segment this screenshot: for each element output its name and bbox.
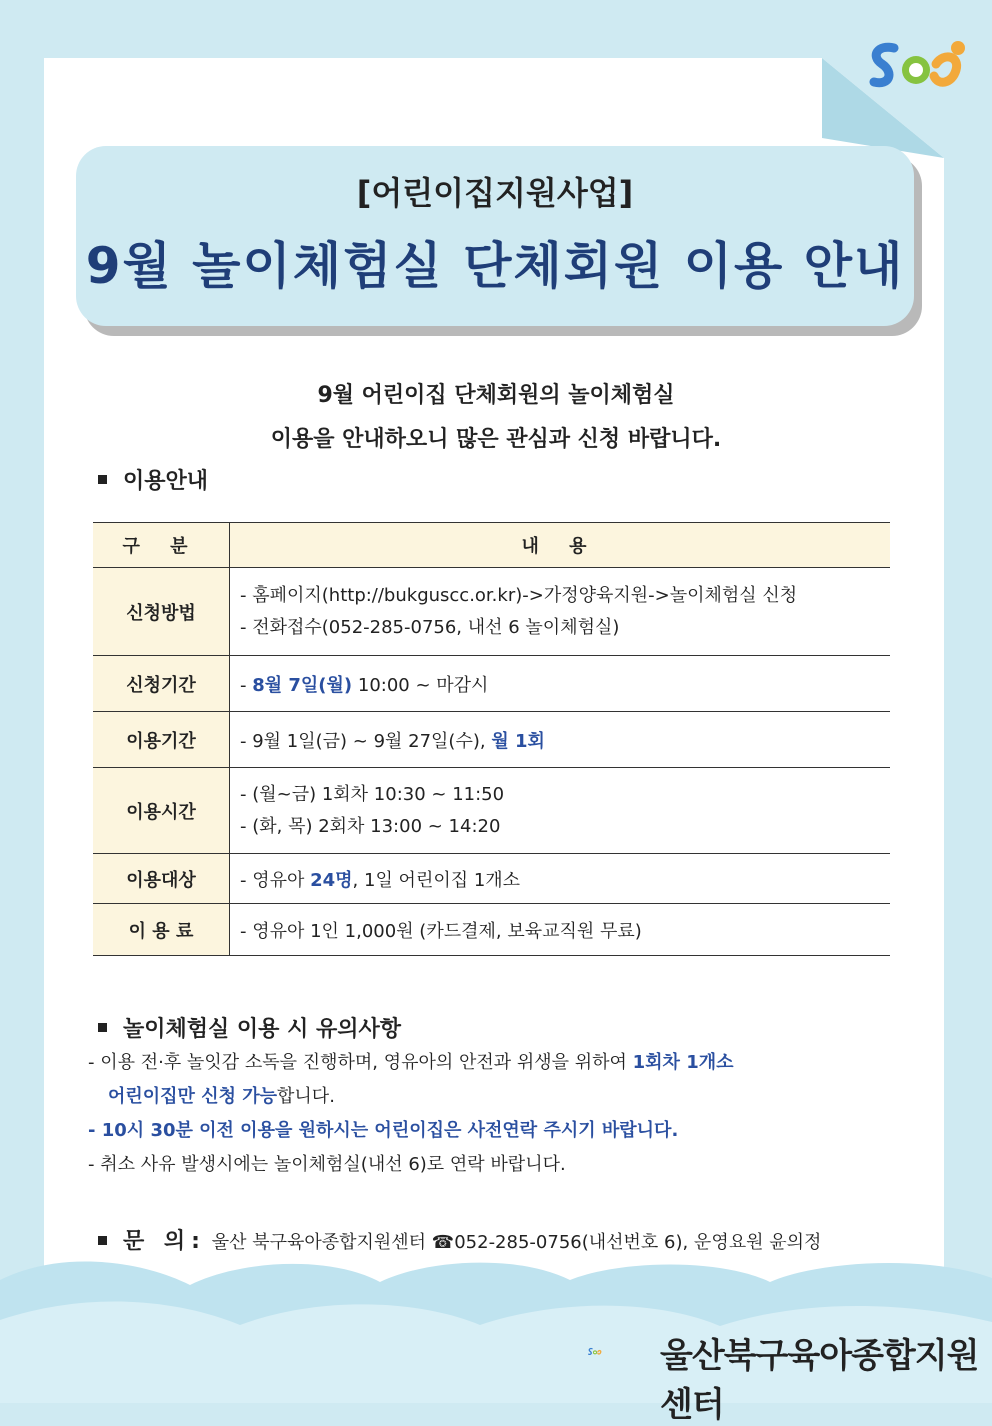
row-value-apply-period [230,656,891,712]
row-key-fee: 이 용 료 [93,904,230,956]
use-time-line-1: - (월~금) 1회차 10:30 ~ 11:50 [240,783,505,805]
contact-label: 문 의: [123,1229,206,1254]
target-count: 24명 [310,869,353,891]
contact-text: 울산 북구육아종합지원센터 ☎052-285-0756(내선번호 6), 운영요원 윤의정 [205,1232,822,1253]
table-row [93,904,890,956]
usage-info-table [93,522,890,956]
notice-1-ending: 합니다. [277,1086,335,1107]
notice-1-highlight: 1회차 1개소 [632,1052,734,1073]
table-header-content: 내 용 [230,523,891,568]
page-title: 9월 놀이체험실 단체회원 이용 안내 [85,237,905,295]
intro-line-1: 9월 어린이집 단체회원의 놀이체험실 [317,383,675,408]
notice-list [88,1046,734,1182]
contact-line [98,1224,821,1255]
notice-1-text: - 이용 전·후 놀잇감 소독을 진행하며, 영유아의 안전과 위생을 위하여 [88,1052,633,1073]
square-bullet-icon [98,475,107,484]
table-row [93,768,890,854]
section-notice-label: 놀이체험실 이용 시 유의사항 [123,1017,402,1042]
table-row [93,568,890,656]
table-row [93,656,890,712]
use-period-frequency: 월 1회 [491,730,545,752]
notice-item-1-cont [88,1080,734,1114]
notice-item-3: - 취소 사유 발생시에는 놀이체험실(내선 6)로 연락 바랍니다. [88,1154,566,1175]
footer-logo-icon [588,1322,658,1382]
row-value-fee: - 영유아 1인 1,000원 (카드결제, 보육교직원 무료) [230,904,891,956]
method-line-1: - 홈페이지(http://bukguscc.or.kr)->가정양육지원->놀이체험실 신청 [240,584,798,606]
table-header-row [93,523,890,568]
row-key-target: 이용대상 [93,854,230,904]
apply-period-date: 8월 7일(월) [252,674,353,696]
row-value-use-time [230,768,891,854]
section-usage-label: 이용안내 [123,469,209,494]
target-suffix: , 1일 어린이집 1개소 [352,869,521,891]
row-key-use-period: 이용기간 [93,712,230,768]
apply-period-prefix: - [240,674,253,696]
row-key-method: 신청방법 [93,568,230,656]
method-line-2: - 전화접수(052-285-0756, 내선 6 놀이체험실) [240,616,620,638]
apply-period-suffix: 10:00 ~ 마감시 [352,674,489,696]
row-value-use-period [230,712,891,768]
row-value-target [230,854,891,904]
notice-item-2: - 10시 30분 이전 이용을 원하시는 어린이집은 사전연락 주시기 바랍니다. [88,1120,679,1141]
square-bullet-icon [98,1023,107,1032]
use-time-line-2: - (화, 목) 2회차 13:00 ~ 14:20 [240,815,501,837]
notice-item-1 [88,1046,734,1080]
row-key-use-time: 이용시간 [93,768,230,854]
page-subtitle: [어린이집지원사업] [356,174,634,212]
table-row [93,854,890,904]
intro-text [0,374,992,462]
intro-line-2: 이용을 안내하오니 많은 관심과 신청 바랍니다. [270,427,722,452]
target-prefix: - 영유아 [240,869,311,891]
row-key-apply-period: 신청기간 [93,656,230,712]
title-panel [76,146,914,326]
footer-org-name: 울산북구육아종합지원센터 [660,1336,979,1425]
table-header-category: 구 분 [93,523,230,568]
row-value-method [230,568,891,656]
center-logo-icon [864,34,974,104]
section-notice-heading [98,1012,401,1043]
use-period-text: - 9월 1일(금) ~ 9월 27일(수), [240,730,492,752]
table-row [93,712,890,768]
section-usage-heading [98,464,208,495]
notice-1-highlight-2: 어린이집만 신청 가능 [108,1086,278,1107]
square-bullet-icon [98,1236,107,1245]
